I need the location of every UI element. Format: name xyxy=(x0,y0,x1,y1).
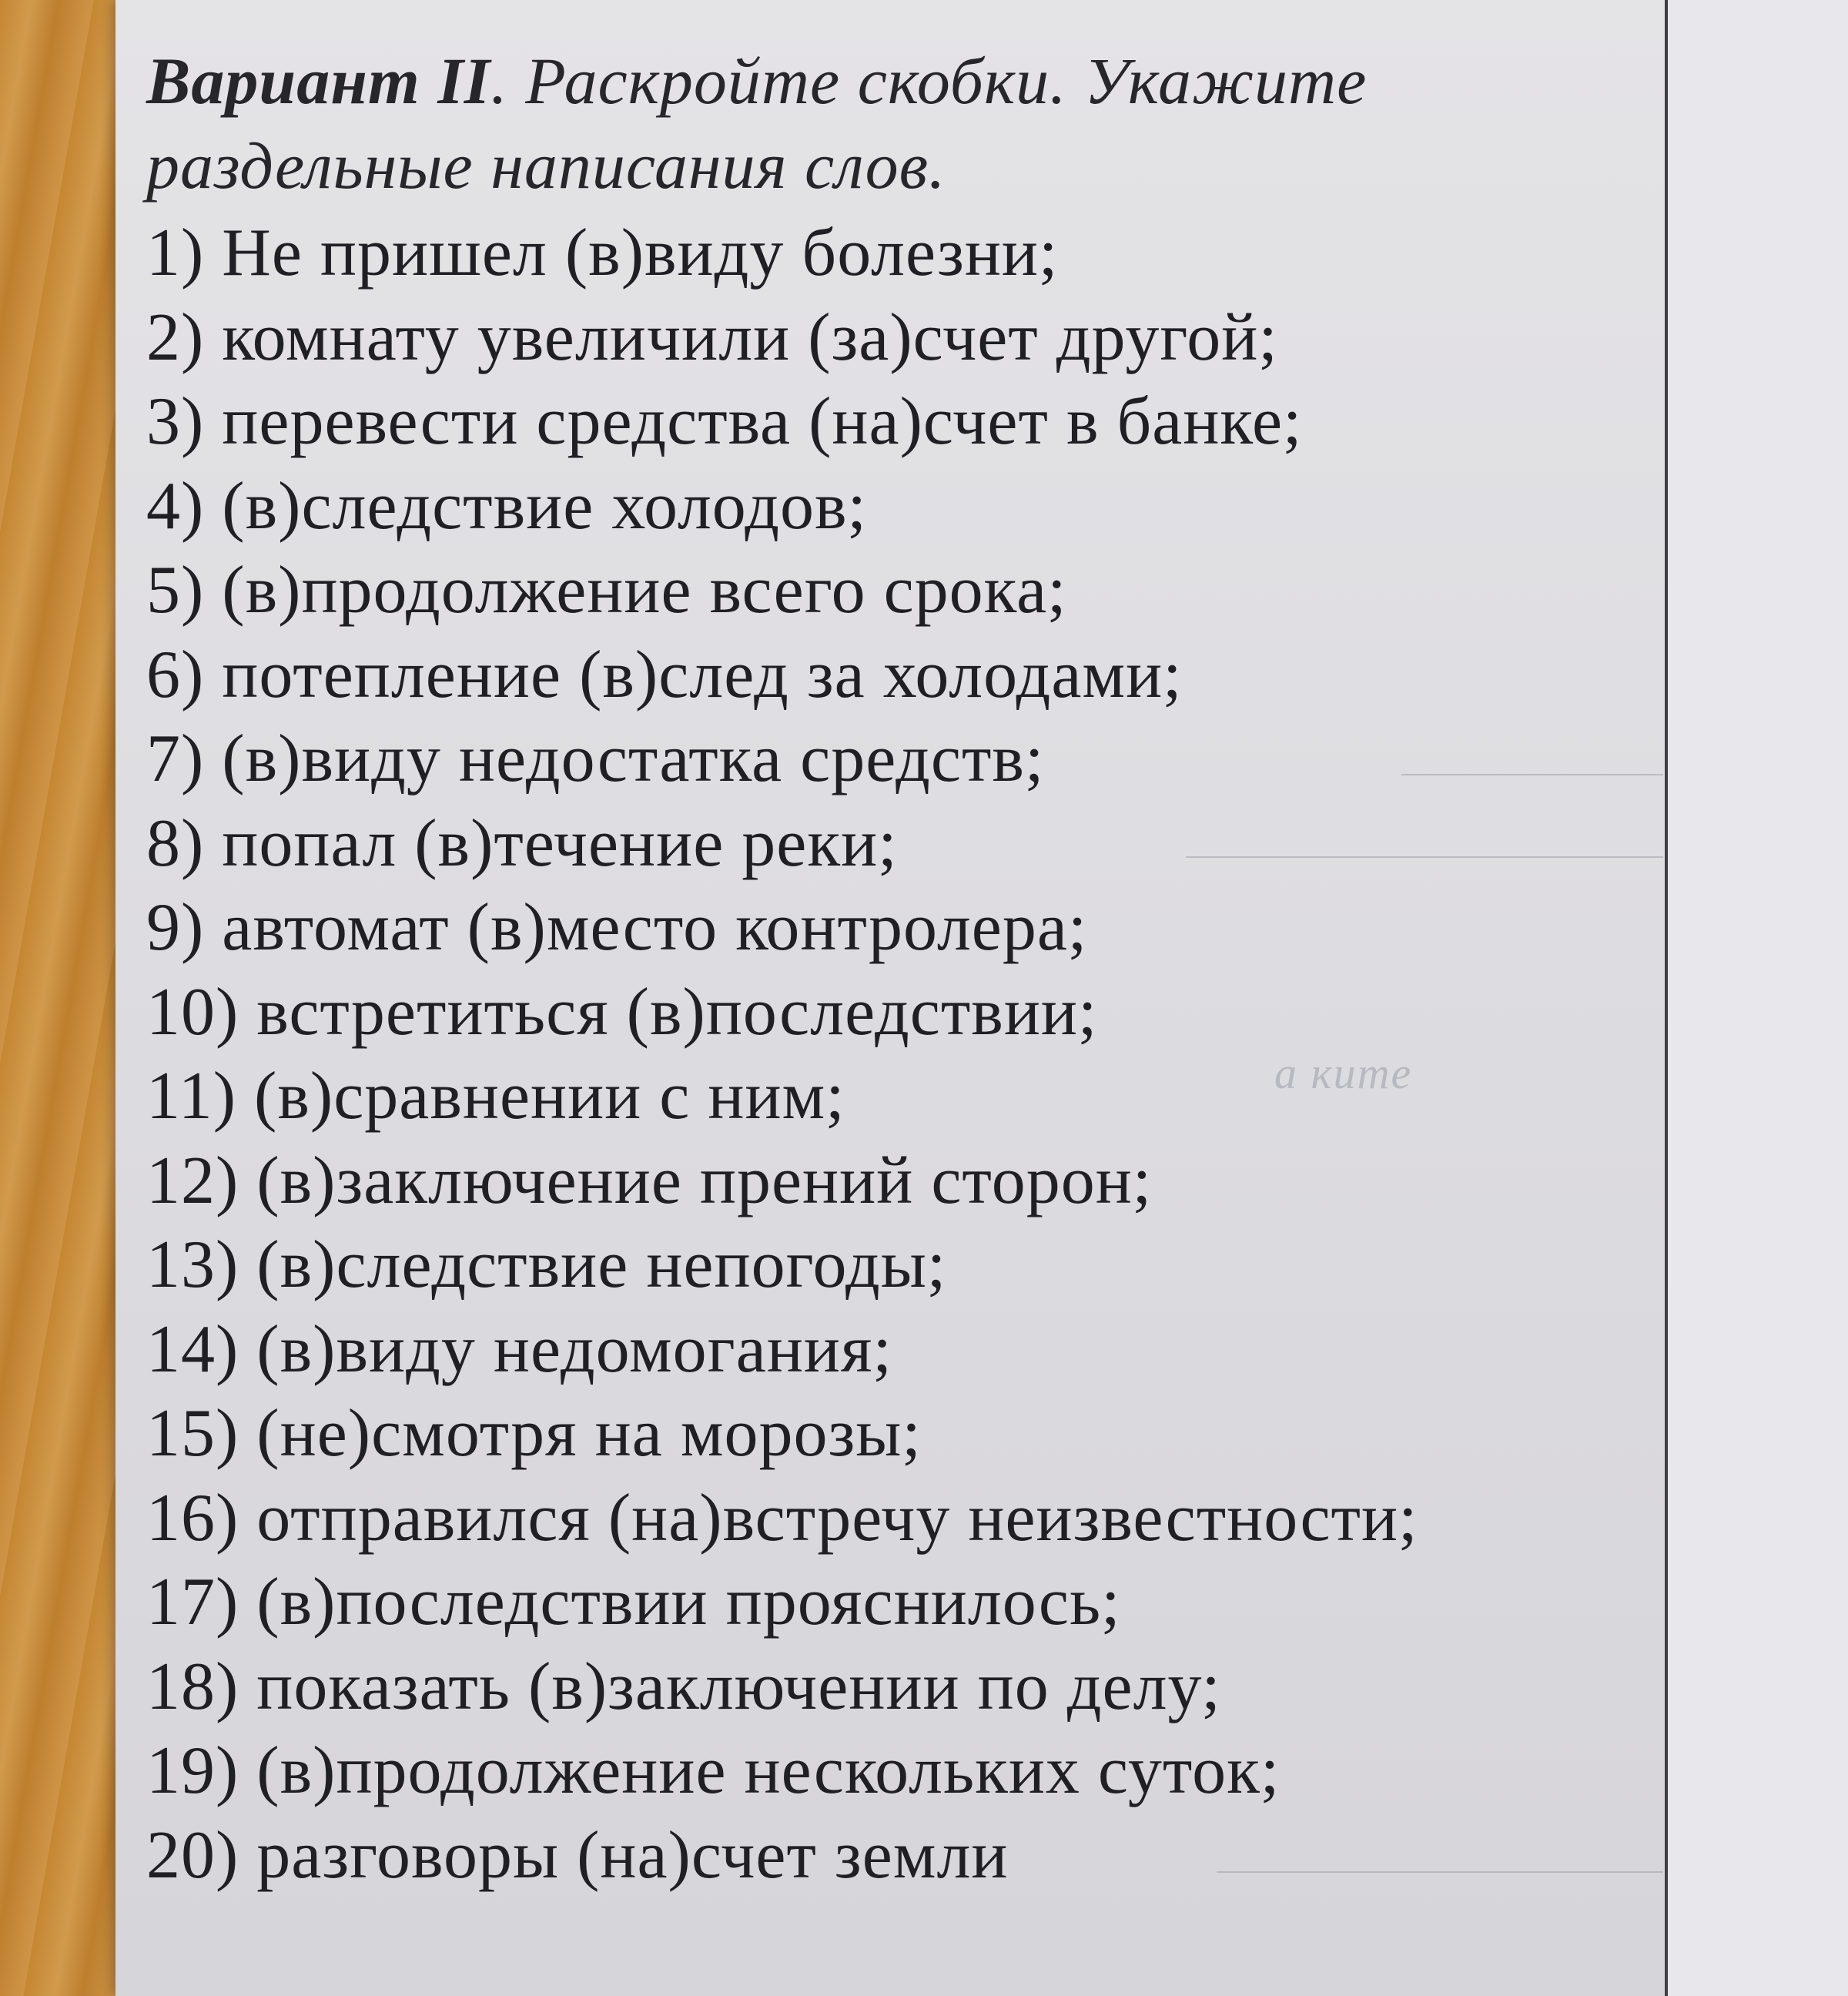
heading-instructions: . Раскройте скобки. Укажите раздельные написания слов. xyxy=(146,44,1368,203)
list-item: 8) попал (в)течение реки; xyxy=(146,805,898,881)
list-item: 6) потепление (в)след за холодами; xyxy=(146,637,1183,712)
exercise-heading xyxy=(146,39,1648,208)
exercise-list xyxy=(146,211,1648,1897)
list-item: 1) Не пришел (в)виду болезни; xyxy=(146,216,1059,290)
list-item: 15) (не)смотря на морозы; xyxy=(146,1396,922,1471)
list-item: 4) (в)следствие холодов; xyxy=(146,468,867,544)
list-item: 10) встретиться (в)последствии; xyxy=(146,974,1098,1050)
list-item: 3) перевести средства (на)счет в банке; xyxy=(146,384,1303,459)
list-item: 2) комнату увеличили (за)счет другой; xyxy=(146,300,1278,375)
list-item: 17) (в)последствии прояснилось; xyxy=(146,1565,1121,1639)
list-item: 5) (в)продолжение всего срока; xyxy=(146,553,1067,628)
adjacent-page xyxy=(1668,0,1848,1996)
list-item: 16) отправился (на)встречу неизвестности; xyxy=(146,1480,1418,1556)
list-item: 18) показать (в)заключении по делу; xyxy=(146,1649,1221,1724)
list-item: 11) (в)сравнении с ним; xyxy=(146,1059,845,1134)
variant-label: Вариант II xyxy=(146,44,491,118)
list-item: 13) (в)следствие непогоды; xyxy=(146,1227,947,1302)
list-item: 20) разговоры (на)счет земли xyxy=(146,1817,1009,1893)
bleed-through-text: а ките xyxy=(1274,1048,1413,1098)
list-item: 12) (в)заключение прений сторон; xyxy=(146,1143,1153,1218)
exercise-content xyxy=(146,39,1648,1897)
list-item: 19) (в)продолжение нескольких суток; xyxy=(146,1733,1281,1808)
list-item: 7) (в)виду недостатка средств; xyxy=(146,722,1045,796)
page-edge-line xyxy=(1665,0,1668,1996)
list-item: 14) (в)виду недомогания; xyxy=(146,1311,892,1387)
list-item: 9) автомат (в)место контролера; xyxy=(146,890,1088,965)
